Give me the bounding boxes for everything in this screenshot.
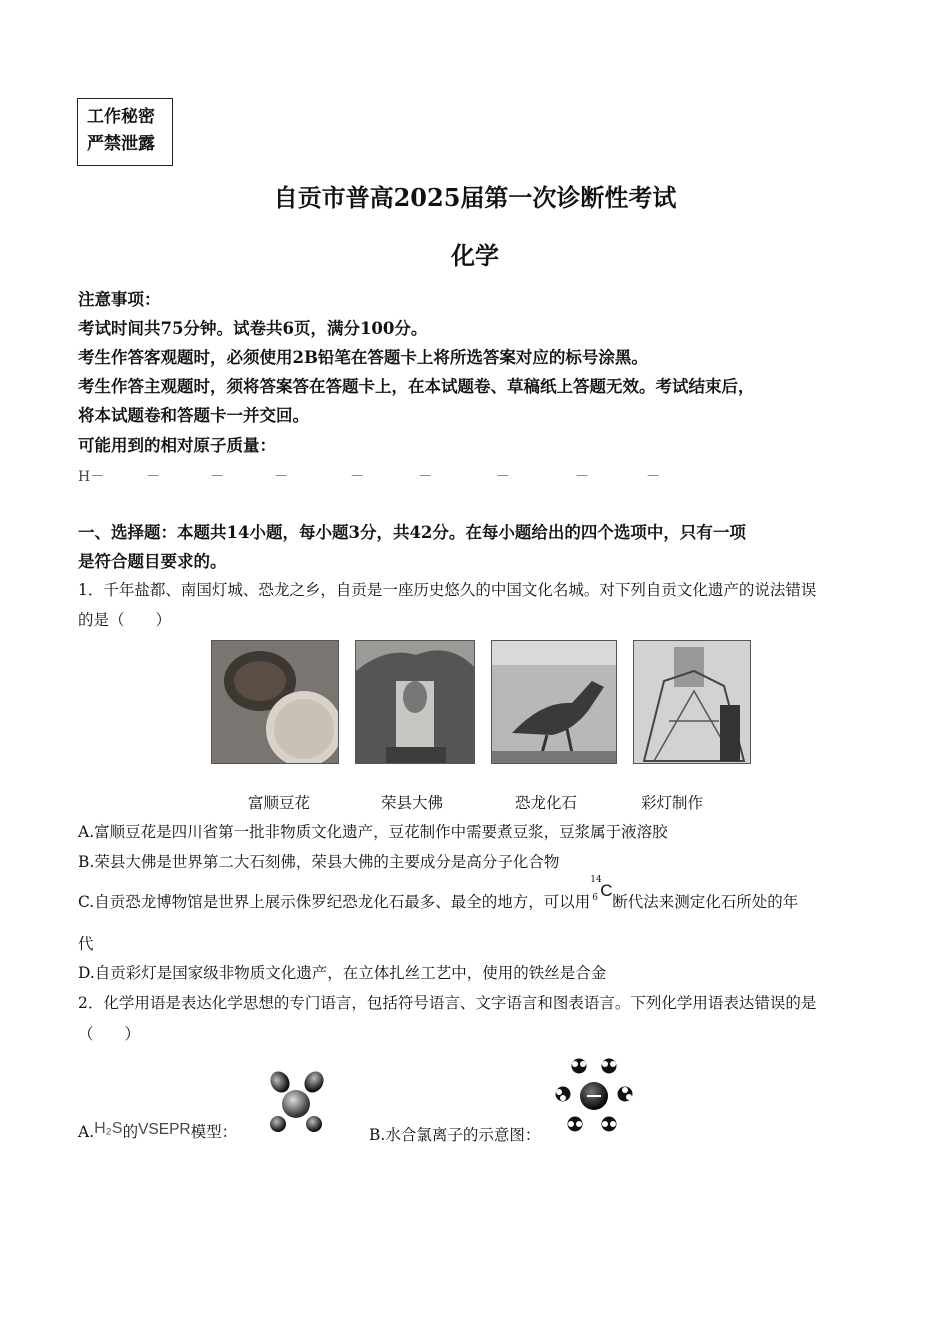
q2-option-b: B.水合氯离子的示意图：	[369, 1126, 541, 1144]
notice-item-4: 将本试题卷和答题卡一并交回。	[78, 406, 309, 425]
q1-option-c-cont: 代	[78, 935, 94, 953]
buddha-photo	[355, 640, 475, 764]
lantern-photo	[633, 640, 751, 764]
isotope-number: 6	[592, 893, 598, 903]
atomic-item: H－	[78, 469, 105, 485]
h2s-formula: H₂S	[94, 1120, 123, 1137]
vsepr-label: VSEPR	[138, 1121, 191, 1138]
atomic-item: －	[350, 469, 364, 485]
lantern-image	[634, 641, 751, 764]
q1-option-c-text2: 断代法来测定化石所处的年	[612, 893, 799, 911]
dinosaur-image	[492, 641, 617, 764]
atomic-item: －	[496, 469, 510, 485]
hydrated-chloride-model-icon	[551, 1054, 637, 1136]
section1-line2: 是符合题目要求的。	[78, 552, 227, 571]
atomic-mass-heading: 可能用到的相对原子质量：	[78, 436, 276, 455]
exam-title: 自贡市普高2025届第一次诊断性考试	[273, 183, 677, 212]
notice-item-3: 考生作答主观题时，须将答案答在答题卡上，在本试题卷、草稿纸上答题无效。考试结束后，	[78, 377, 755, 396]
dinosaur-photo	[491, 640, 617, 764]
atomic-mass-list	[78, 466, 678, 486]
atomic-item: －	[146, 469, 160, 485]
q1-option-c-text1: C.自贡恐龙博物馆是世界上展示侏罗纪恐龙化石最多、最全的地方，可以用	[78, 893, 591, 911]
q2-option-a-prefix: A.	[78, 1123, 95, 1141]
q1-option-a: A.富顺豆花是四川省第一批非物质文化遗产，豆花制作中需要煮豆浆，豆浆属于液溶胶	[78, 823, 668, 841]
notice-heading: 注意事项：	[78, 290, 161, 309]
h2s-vsepr-model-icon	[266, 1068, 330, 1136]
exam-subject: 化学	[451, 241, 499, 270]
isotope-mass: 14	[590, 875, 602, 885]
caption-lantern: 彩灯制作	[640, 794, 703, 812]
notice-item-1: 考试时间共75分钟。试卷共6页，满分100分。	[78, 319, 428, 338]
q2-stem-line2: （ ）	[78, 1025, 141, 1043]
q1-stem-line2: 的是（ ）	[78, 611, 172, 629]
q2-option-a	[78, 1120, 237, 1142]
caption-tofu: 富顺豆花	[247, 794, 310, 812]
notice-item-2: 考生作答客观题时，必须使用2B铅笔在答题卡上将所选答案对应的标号涂黑。	[78, 348, 648, 367]
q1-option-c	[78, 875, 799, 912]
tofu-image	[212, 641, 339, 764]
confidential-line1: 工作秘密	[87, 107, 155, 127]
atomic-item: －	[646, 469, 660, 485]
atomic-item: －	[274, 469, 288, 485]
q2-stem-line1: 2．化学用语是表达化学思想的专门语言，包括符号语言、文字语言和图表语言。下列化学用语表达错误的是	[78, 994, 817, 1012]
atomic-item: －	[418, 469, 432, 485]
atomic-item: －	[575, 469, 589, 485]
q1-stem-line1: 1．千年盐都、南国灯城、恐龙之乡，自贡是一座历史悠久的中国文化名城。对下列自贡文化遗产的说法错误	[78, 581, 817, 599]
confidential-label	[77, 98, 173, 166]
q2-option-a-mid: 的	[122, 1123, 139, 1141]
section1-line1: 一、选择题：本题共14小题，每小题3分，共42分。在每小题给出的四个选项中，只有一项	[78, 523, 746, 542]
tofu-photo	[211, 640, 339, 764]
atomic-item: －	[210, 469, 224, 485]
caption-dinosaur: 恐龙化石	[514, 794, 577, 812]
q1-option-b: B.荣县大佛是世界第二大石刻佛，荣县大佛的主要成分是高分子化合物	[78, 853, 560, 871]
buddha-image	[356, 641, 475, 764]
carbon-isotope	[590, 875, 613, 907]
q2-option-a-suffix: 模型：	[190, 1123, 238, 1141]
confidential-line2: 严禁泄露	[87, 134, 155, 154]
caption-buddha: 荣县大佛	[380, 794, 443, 812]
isotope-symbol: C	[600, 881, 613, 900]
q1-option-d: D.自贡彩灯是国家级非物质文化遗产，在立体扎丝工艺中，使用的铁丝是合金	[78, 964, 607, 982]
